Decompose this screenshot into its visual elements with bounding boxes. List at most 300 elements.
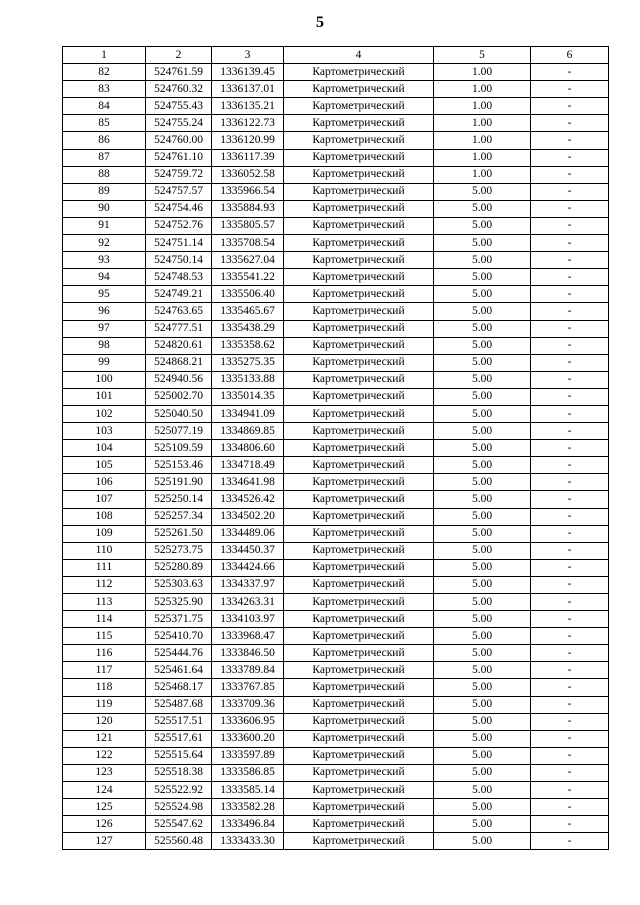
note-cell: - [531,764,609,781]
accuracy-cell: 5.00 [434,730,531,747]
y-coordinate-cell: 1333789.84 [212,662,284,679]
note-cell: - [531,576,609,593]
point-number-cell: 113 [63,594,146,611]
x-coordinate-cell: 525371.75 [146,611,212,628]
method-cell: Картометрический [284,440,434,457]
y-coordinate-cell: 1335627.04 [212,252,284,269]
point-number-cell: 100 [63,371,146,388]
method-cell: Картометрический [284,200,434,217]
accuracy-cell: 5.00 [434,440,531,457]
point-number-cell: 93 [63,252,146,269]
x-coordinate-cell: 524760.32 [146,81,212,98]
x-coordinate-cell: 524940.56 [146,371,212,388]
x-coordinate-cell: 525153.46 [146,457,212,474]
accuracy-cell: 5.00 [434,679,531,696]
method-cell: Картометрический [284,764,434,781]
accuracy-cell: 5.00 [434,474,531,491]
note-cell: - [531,371,609,388]
x-coordinate-cell: 525273.75 [146,542,212,559]
table-row [63,200,609,217]
table-row [63,286,609,303]
note-cell: - [531,200,609,217]
accuracy-cell: 5.00 [434,457,531,474]
table-row [63,713,609,730]
x-coordinate-cell: 525261.50 [146,525,212,542]
point-number-cell: 96 [63,303,146,320]
table-row [63,747,609,764]
note-cell: - [531,696,609,713]
point-number-cell: 107 [63,491,146,508]
note-cell: - [531,474,609,491]
accuracy-cell: 1.00 [434,149,531,166]
point-number-cell: 124 [63,782,146,799]
method-cell: Картометрический [284,508,434,525]
x-coordinate-cell: 525410.70 [146,628,212,645]
y-coordinate-cell: 1333709.36 [212,696,284,713]
point-number-cell: 98 [63,337,146,354]
method-cell: Картометрический [284,354,434,371]
note-cell: - [531,645,609,662]
x-coordinate-cell: 525522.92 [146,782,212,799]
method-cell: Картометрический [284,525,434,542]
x-coordinate-cell: 525040.50 [146,405,212,422]
y-coordinate-cell: 1334941.09 [212,405,284,422]
note-cell: - [531,525,609,542]
note-cell: - [531,252,609,269]
note-cell: - [531,132,609,149]
note-cell: - [531,440,609,457]
y-coordinate-cell: 1335541.22 [212,269,284,286]
note-cell: - [531,405,609,422]
accuracy-cell: 5.00 [434,628,531,645]
table-row [63,217,609,234]
x-coordinate-cell: 525468.17 [146,679,212,696]
x-coordinate-cell: 524761.10 [146,149,212,166]
accuracy-cell: 5.00 [434,354,531,371]
table-row [63,354,609,371]
method-cell: Картометрический [284,235,434,252]
accuracy-cell: 5.00 [434,337,531,354]
table-row [63,730,609,747]
y-coordinate-cell: 1335805.57 [212,217,284,234]
table-row [63,235,609,252]
y-coordinate-cell: 1334103.97 [212,611,284,628]
x-coordinate-cell: 525250.14 [146,491,212,508]
note-cell: - [531,713,609,730]
accuracy-cell: 5.00 [434,320,531,337]
method-cell: Картометрический [284,542,434,559]
method-cell: Картометрический [284,252,434,269]
accuracy-cell: 5.00 [434,217,531,234]
method-cell: Картометрический [284,833,434,850]
table-row [63,320,609,337]
y-coordinate-cell: 1335465.67 [212,303,284,320]
method-cell: Картометрический [284,628,434,645]
y-coordinate-cell: 1335884.93 [212,200,284,217]
x-coordinate-cell: 525517.51 [146,713,212,730]
method-cell: Картометрический [284,115,434,132]
method-cell: Картометрический [284,269,434,286]
method-cell: Картометрический [284,816,434,833]
x-coordinate-cell: 524752.76 [146,217,212,234]
x-coordinate-cell: 525515.64 [146,747,212,764]
point-number-cell: 106 [63,474,146,491]
note-cell: - [531,679,609,696]
y-coordinate-cell: 1334337.97 [212,576,284,593]
method-cell: Картометрический [284,799,434,816]
table-body [63,64,609,850]
table-row [63,833,609,850]
table-row [63,764,609,781]
accuracy-cell: 5.00 [434,559,531,576]
accuracy-cell: 5.00 [434,611,531,628]
method-cell: Картометрический [284,166,434,183]
column-header: 1 [63,47,146,64]
note-cell: - [531,611,609,628]
point-number-cell: 104 [63,440,146,457]
note-cell: - [531,457,609,474]
note-cell: - [531,423,609,440]
accuracy-cell: 5.00 [434,252,531,269]
accuracy-cell: 5.00 [434,286,531,303]
y-coordinate-cell: 1333606.95 [212,713,284,730]
note-cell: - [531,508,609,525]
accuracy-cell: 5.00 [434,645,531,662]
accuracy-cell: 5.00 [434,525,531,542]
y-coordinate-cell: 1333582.28 [212,799,284,816]
point-number-cell: 122 [63,747,146,764]
note-cell: - [531,303,609,320]
x-coordinate-cell: 525487.68 [146,696,212,713]
x-coordinate-cell: 524748.53 [146,269,212,286]
x-coordinate-cell: 524757.57 [146,183,212,200]
y-coordinate-cell: 1334806.60 [212,440,284,457]
table-row [63,679,609,696]
column-header: 3 [212,47,284,64]
accuracy-cell: 1.00 [434,132,531,149]
x-coordinate-cell: 524820.61 [146,337,212,354]
method-cell: Картометрический [284,747,434,764]
accuracy-cell: 5.00 [434,696,531,713]
point-number-cell: 85 [63,115,146,132]
note-cell: - [531,559,609,576]
point-number-cell: 120 [63,713,146,730]
method-cell: Картометрический [284,405,434,422]
accuracy-cell: 5.00 [434,269,531,286]
table-row [63,371,609,388]
note-cell: - [531,388,609,405]
point-number-cell: 115 [63,628,146,645]
y-coordinate-cell: 1336122.73 [212,115,284,132]
x-coordinate-cell: 525109.59 [146,440,212,457]
note-cell: - [531,337,609,354]
point-number-cell: 91 [63,217,146,234]
note-cell: - [531,782,609,799]
table-row [63,81,609,98]
column-header: 5 [434,47,531,64]
note-cell: - [531,833,609,850]
method-cell: Картометрический [284,217,434,234]
accuracy-cell: 5.00 [434,594,531,611]
point-number-cell: 111 [63,559,146,576]
method-cell: Картометрический [284,149,434,166]
point-number-cell: 127 [63,833,146,850]
table-row [63,457,609,474]
y-coordinate-cell: 1334424.66 [212,559,284,576]
x-coordinate-cell: 525518.38 [146,764,212,781]
method-cell: Картометрический [284,303,434,320]
x-coordinate-cell: 524755.43 [146,98,212,115]
note-cell: - [531,98,609,115]
table-row [63,782,609,799]
note-cell: - [531,286,609,303]
x-coordinate-cell: 525517.61 [146,730,212,747]
x-coordinate-cell: 524755.24 [146,115,212,132]
accuracy-cell: 5.00 [434,491,531,508]
note-cell: - [531,64,609,81]
accuracy-cell: 5.00 [434,833,531,850]
accuracy-cell: 5.00 [434,235,531,252]
x-coordinate-cell: 524760.00 [146,132,212,149]
method-cell: Картометрический [284,730,434,747]
y-coordinate-cell: 1334526.42 [212,491,284,508]
note-cell: - [531,594,609,611]
note-cell: - [531,115,609,132]
table-row [63,628,609,645]
table-row [63,303,609,320]
table-row [63,491,609,508]
table-row [63,337,609,354]
method-cell: Картометрический [284,679,434,696]
x-coordinate-cell: 525560.48 [146,833,212,850]
method-cell: Картометрический [284,713,434,730]
y-coordinate-cell: 1336135.21 [212,98,284,115]
accuracy-cell: 5.00 [434,662,531,679]
note-cell: - [531,81,609,98]
y-coordinate-cell: 1334718.49 [212,457,284,474]
y-coordinate-cell: 1333586.85 [212,764,284,781]
x-coordinate-cell: 525303.63 [146,576,212,593]
table-row [63,98,609,115]
note-cell: - [531,235,609,252]
accuracy-cell: 1.00 [434,115,531,132]
point-number-cell: 101 [63,388,146,405]
accuracy-cell: 5.00 [434,303,531,320]
point-number-cell: 103 [63,423,146,440]
table-row [63,388,609,405]
x-coordinate-cell: 525524.98 [146,799,212,816]
y-coordinate-cell: 1335438.29 [212,320,284,337]
y-coordinate-cell: 1335275.35 [212,354,284,371]
table-row [63,696,609,713]
method-cell: Картометрический [284,423,434,440]
y-coordinate-cell: 1334450.37 [212,542,284,559]
point-number-cell: 117 [63,662,146,679]
accuracy-cell: 5.00 [434,388,531,405]
method-cell: Картометрический [284,81,434,98]
point-number-cell: 105 [63,457,146,474]
method-cell: Картометрический [284,645,434,662]
method-cell: Картометрический [284,662,434,679]
point-number-cell: 108 [63,508,146,525]
point-number-cell: 114 [63,611,146,628]
method-cell: Картометрический [284,576,434,593]
table-row [63,149,609,166]
y-coordinate-cell: 1333496.84 [212,816,284,833]
y-coordinate-cell: 1336120.99 [212,132,284,149]
note-cell: - [531,183,609,200]
point-number-cell: 121 [63,730,146,747]
point-number-cell: 86 [63,132,146,149]
y-coordinate-cell: 1336117.39 [212,149,284,166]
column-header: 2 [146,47,212,64]
point-number-cell: 110 [63,542,146,559]
accuracy-cell: 1.00 [434,81,531,98]
point-number-cell: 88 [63,166,146,183]
method-cell: Картометрический [284,132,434,149]
method-cell: Картометрический [284,594,434,611]
y-coordinate-cell: 1333597.89 [212,747,284,764]
accuracy-cell: 5.00 [434,799,531,816]
x-coordinate-cell: 525191.90 [146,474,212,491]
table-row [63,542,609,559]
point-number-cell: 116 [63,645,146,662]
note-cell: - [531,747,609,764]
y-coordinate-cell: 1334489.06 [212,525,284,542]
accuracy-cell: 5.00 [434,508,531,525]
table-row [63,474,609,491]
table-row [63,132,609,149]
accuracy-cell: 5.00 [434,371,531,388]
table-row [63,252,609,269]
x-coordinate-cell: 524750.14 [146,252,212,269]
accuracy-cell: 5.00 [434,576,531,593]
note-cell: - [531,149,609,166]
y-coordinate-cell: 1335133.88 [212,371,284,388]
y-coordinate-cell: 1333600.20 [212,730,284,747]
note-cell: - [531,354,609,371]
note-cell: - [531,662,609,679]
point-number-cell: 97 [63,320,146,337]
x-coordinate-cell: 524777.51 [146,320,212,337]
x-coordinate-cell: 525280.89 [146,559,212,576]
table-row [63,594,609,611]
x-coordinate-cell: 525461.64 [146,662,212,679]
x-coordinate-cell: 524763.65 [146,303,212,320]
accuracy-cell: 1.00 [434,166,531,183]
method-cell: Картометрический [284,782,434,799]
x-coordinate-cell: 525325.90 [146,594,212,611]
x-coordinate-cell: 524751.14 [146,235,212,252]
x-coordinate-cell: 525257.34 [146,508,212,525]
x-coordinate-cell: 525002.70 [146,388,212,405]
method-cell: Картометрический [284,64,434,81]
accuracy-cell: 1.00 [434,98,531,115]
table-header-row [63,47,609,64]
table-row [63,799,609,816]
note-cell: - [531,217,609,234]
note-cell: - [531,628,609,645]
x-coordinate-cell: 525547.62 [146,816,212,833]
x-coordinate-cell: 524759.72 [146,166,212,183]
table-row [63,423,609,440]
y-coordinate-cell: 1335506.40 [212,286,284,303]
point-number-cell: 82 [63,64,146,81]
point-number-cell: 94 [63,269,146,286]
accuracy-cell: 5.00 [434,200,531,217]
y-coordinate-cell: 1335966.54 [212,183,284,200]
note-cell: - [531,542,609,559]
table-row [63,64,609,81]
y-coordinate-cell: 1333968.47 [212,628,284,645]
table-row [63,576,609,593]
x-coordinate-cell: 524754.46 [146,200,212,217]
accuracy-cell: 5.00 [434,816,531,833]
method-cell: Картометрический [284,98,434,115]
point-number-cell: 99 [63,354,146,371]
y-coordinate-cell: 1334641.98 [212,474,284,491]
method-cell: Картометрический [284,320,434,337]
method-cell: Картометрический [284,559,434,576]
point-number-cell: 126 [63,816,146,833]
note-cell: - [531,491,609,508]
method-cell: Картометрический [284,696,434,713]
table-row [63,166,609,183]
table-row [63,440,609,457]
note-cell: - [531,730,609,747]
x-coordinate-cell: 525077.19 [146,423,212,440]
y-coordinate-cell: 1334263.31 [212,594,284,611]
x-coordinate-cell: 524749.21 [146,286,212,303]
table-row [63,269,609,286]
table-row [63,405,609,422]
y-coordinate-cell: 1335358.62 [212,337,284,354]
note-cell: - [531,269,609,286]
y-coordinate-cell: 1334502.20 [212,508,284,525]
accuracy-cell: 5.00 [434,713,531,730]
table-row [63,645,609,662]
point-number-cell: 84 [63,98,146,115]
accuracy-cell: 5.00 [434,183,531,200]
method-cell: Картометрический [284,388,434,405]
x-coordinate-cell: 524868.21 [146,354,212,371]
point-number-cell: 92 [63,235,146,252]
method-cell: Картометрический [284,337,434,354]
table-row [63,611,609,628]
y-coordinate-cell: 1335014.35 [212,388,284,405]
column-header: 6 [531,47,609,64]
point-number-cell: 102 [63,405,146,422]
method-cell: Картометрический [284,457,434,474]
table-row [63,559,609,576]
point-number-cell: 123 [63,764,146,781]
method-cell: Картометрический [284,611,434,628]
method-cell: Картометрический [284,286,434,303]
table-row [63,816,609,833]
accuracy-cell: 5.00 [434,405,531,422]
note-cell: - [531,166,609,183]
x-coordinate-cell: 524761.59 [146,64,212,81]
accuracy-cell: 5.00 [434,542,531,559]
note-cell: - [531,816,609,833]
page-number: 5 [316,14,324,31]
y-coordinate-cell: 1333846.50 [212,645,284,662]
y-coordinate-cell: 1336139.45 [212,64,284,81]
accuracy-cell: 5.00 [434,782,531,799]
table-row [63,662,609,679]
point-number-cell: 95 [63,286,146,303]
point-number-cell: 112 [63,576,146,593]
